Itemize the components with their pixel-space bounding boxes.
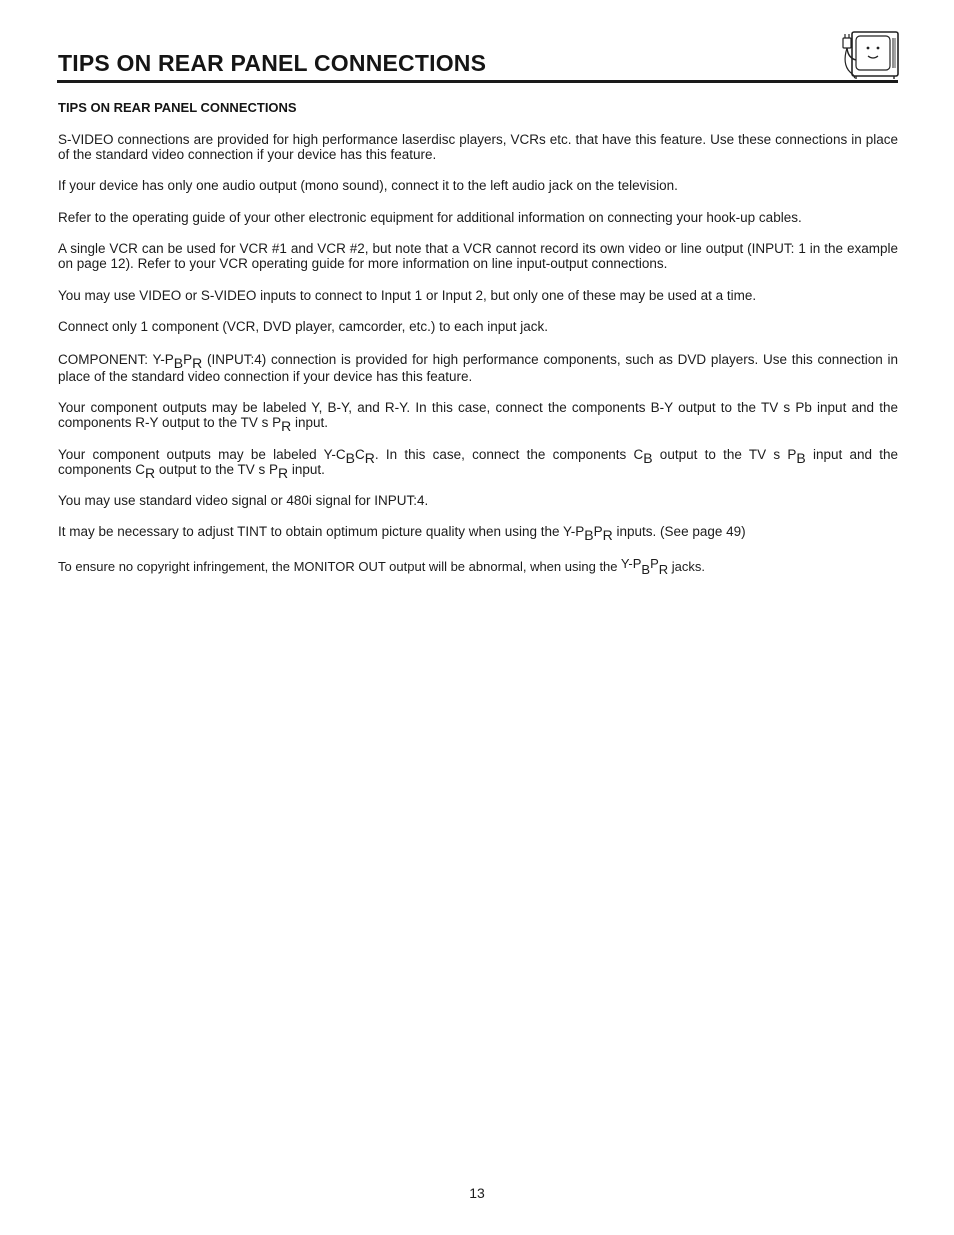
page-title: TIPS ON REAR PANEL CONNECTIONS xyxy=(58,50,487,76)
title-rule xyxy=(57,80,898,83)
paragraph-video-inputs: You may use VIDEO or S-VIDEO inputs to connect to Input 1 or Input 2, but only one of these may be used at a time. xyxy=(58,288,757,303)
paragraph-one-component: Connect only 1 component (VCR, DVD player, camcorder, etc.) to each input jack. xyxy=(58,319,548,334)
paragraph-ycbcr-outputs: Your component outputs may be labeled Y-CBCR. In this case, connect the components CB output to the TV s PB input and the components CR output to the TV s PR input. xyxy=(58,447,899,481)
paragraph-mono-audio: If your device has only one audio output (mono sound), connect it to the left audio jack on the television. xyxy=(58,178,678,193)
paragraph-s-video: S-VIDEO connections are provided for high performance laserdisc players, VCRs etc. that have this feature. Use these connections in place of the standard video connection if your device has this feature. xyxy=(58,132,898,162)
paragraph-copyright-monitor-out: To ensure no copyright infringement, the MONITOR OUT output will be abnormal, when using the Y-PBPR jacks. xyxy=(58,556,705,577)
page-number: 13 xyxy=(469,1185,485,1201)
paragraph-tint-adjust: It may be necessary to adjust TINT to obtain optimum picture quality when using the Y-PBPR inputs. (See page 49) xyxy=(58,524,746,543)
section-heading: TIPS ON REAR PANEL CONNECTIONS xyxy=(58,100,297,115)
paragraph-component-input: COMPONENT: Y-PBPR (INPUT:4) connection is provided for high performance components, such as DVD players. Use this connection in place of the standard video connection if your device has this feature. xyxy=(58,352,899,384)
paragraph-single-vcr: A single VCR can be used for VCR #1 and VCR #2, but note that a VCR cannot record its own video or line output (INPUT: 1 in the example on page 12). Refer to your VCR operating guide for more information on line input-output connections. xyxy=(58,241,898,271)
paragraph-480i-signal: You may use standard video signal or 480i signal for INPUT:4. xyxy=(58,493,429,508)
paragraph-operating-guide: Refer to the operating guide of your other electronic equipment for additional information on connecting your hook-up cables. xyxy=(58,210,802,225)
tv-mascot-icon xyxy=(838,30,900,80)
paragraph-by-ry-outputs: Your component outputs may be labeled Y, B-Y, and R-Y. In this case, connect the components B-Y output to the TV s Pb input and the components R-Y output to the TV s PR input. xyxy=(58,400,898,434)
